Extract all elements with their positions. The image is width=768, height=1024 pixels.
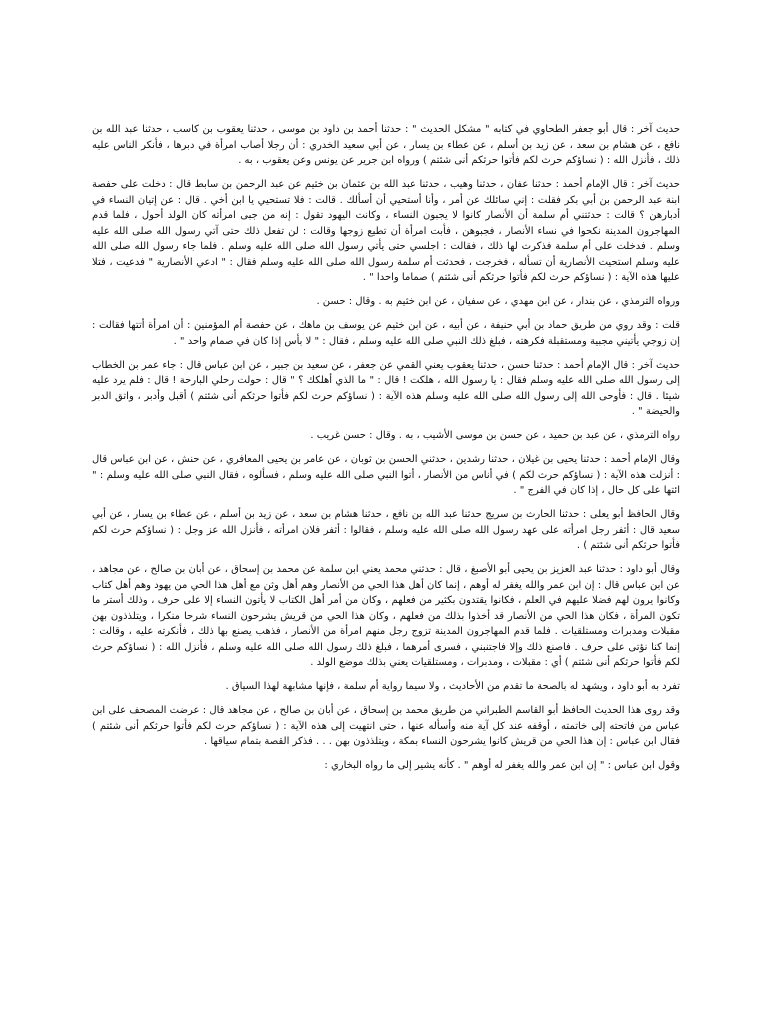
- paragraph-tabarani-narration: وقد روى هذا الحديث الحافظ أبو القاسم الطبراني من طريق محمد بن إسحاق ، عن أبان بن صالح ، عن مجاهد قال : عرضت المصحف على ابن عباس من فاتحته إلى خاتمته ، أوقفه عند كل آية منه وأسأله عنها ، حتى انتهيت إلى هذه الآية : ( نساؤكم حرث لكم فأتوا حرثكم أنى شئتم ) فقال ابن عباس : إن هذا الحي من قريش كانوا يشرحون النساء بمكة ، ويتلذذون بهن . . . فذكر القصة بتمام سياقها .: [92, 705, 680, 747]
- paragraph-ibn-abbas-statement: وقول ابن عباس : " إن ابن عمر والله يغفر له أوهم " . كأنه يشير إلى ما رواه البخاري :: [324, 760, 680, 771]
- document-body: [92, 122, 680, 782]
- paragraph-ahmad-umm-salama-hadith: حديث آخر : قال الإمام أحمد : حدثنا عفان ، حدثنا وهيب ، حدثنا عبد الله بن عثمان بن خثيم عن عبد الرحمن بن سابط قال : دخلت على حفصة ابنة عبد الرحمن بن أبي بكر فقلت : إني سائلك عن أمر ، وأنا أستحيي أن أسألك . قالت : فلا تستحيي يا ابن أخي . قال : عن إتيان النساء في أدبارهن ؟ قالت : حدثتني أم سلمة أن الأنصار كانوا لا يجبون النساء ، وكانت اليهود تقول : إنه من جبى امرأته كان الولد أحول ، فلما قدم المهاجرون المدينة نكحوا في نساء الأنصار ، فجبوهن ، فأبت امرأة أن تطيع زوجها وقالت : لن تفعل ذلك حتى آتي رسول الله صلى الله عليه وسلم . فدخلت على أم سلمة فذكرت لها ذلك ، فقالت : اجلسي حتى يأتي رسول الله صلى الله عليه وسلم . فلما جاء رسول الله صلى الله عليه وسلم استحيت الأنصارية أن تسأله ، فخرجت ، فحدثت أم سلمة رسول الله صلى الله عليه وسلم فقال : " ادعي الأنصارية " فدعيت ، فتلا عليها هذه الآية : ( نساؤكم حرث لكم فأتوا حرثكم أنى شئتم ) صماما واحدا " .: [92, 179, 680, 283]
- paragraph-tahawi-hadith: حديث آخر : قال أبو جعفر الطحاوي في كتابه " مشكل الحديث " : حدثنا أحمد بن داود بن موسى ، حدثنا يعقوب بن كاسب ، حدثنا عبد الله بن نافع ، عن هشام بن سعد ، عن زيد بن أسلم ، عن عطاء بن يسار ، عن أبي سعيد الخدري : أن رجلا أصاب امرأة في دبرها ، فأنكر الناس عليه ذلك ، فأنزل الله : ( نساؤكم حرث لكم فأتوا حرثكم أنى شئتم ) ورواه ابن جرير عن يونس وعن يعقوب ، به .: [92, 124, 680, 166]
- paragraph-hafsa-narration: قلت : وقد روي من طريق حماد بن أبي حنيفة ، عن أبيه ، عن ابن خثيم عن يوسف بن ماهك ، عن حفصة أم المؤمنين : أن امرأة أتتها فقالت : إن زوجي يأتيني مجبية ومستقبلة فكرهته ، فبلغ ذلك النبي صلى الله عليه وسلم ، فقال : " لا بأس إذا كان في صمام واحد " .: [92, 320, 680, 347]
- paragraph-tirmidhi-grading: رواه الترمذي ، عن عبد بن حميد ، عن حسن بن موسى الأشيب ، به . وقال : حسن غريب .: [310, 430, 680, 441]
- paragraph-umar-hadith: حديث آخر : قال الإمام أحمد : حدثنا حسن ، حدثنا يعقوب يعني القمي عن جعفر ، عن سعيد بن جبير ، عن ابن عباس قال : جاء عمر بن الخطاب إلى رسول الله صلى الله عليه وسلم فقال : يا رسول الله ، هلكت ! قال : " ما الذي أهلكك ؟ " قال : حولت رحلي البارحة ! قال : فلم يرد عليه شيئا . قال : فأوحى الله إلى رسول الله صلى الله عليه وسلم هذه الآية : ( نساؤكم حرث لكم فأتوا حرثكم أنى شئتم ) أقبل وأدبر ، واتق الدبر والحيضة " .: [92, 359, 680, 417]
- paragraph-ibn-abbas-ahmad-hadith: وقال الإمام أحمد : حدثنا يحيى بن غيلان ، حدثنا رشدين ، حدثني الحسن بن ثوبان ، عن عامر بن يحيى المعافري ، عن حنش ، عن ابن عباس قال : أنزلت هذه الآية : ( نساؤكم حرث لكم ) في أناس من الأنصار ، أتوا النبي صلى الله عليه وسلم ، فسألوه ، فقال النبي صلى الله عليه وسلم : " ائتها على كل حال ، إذا كان في الفرج " .: [92, 454, 680, 496]
- paragraph-tirmidhi-narration: ورواه الترمذي ، عن بندار ، عن ابن مهدي ، عن سفيان ، عن ابن خثيم به . وقال : حسن .: [316, 296, 680, 307]
- paragraph-abu-dawud-commentary: تفرد به أبو داود ، ويشهد له بالصحة ما تقدم من الأحاديث ، ولا سيما رواية أم سلمة ، فإنها مشابهة لهذا السياق .: [225, 681, 680, 692]
- paragraph-abu-yala-hadith: وقال الحافظ أبو يعلى : حدثنا الحارث بن سريج حدثنا عبد الله بن نافع ، حدثنا هشام بن سعد ، عن زيد بن أسلم ، عن عطاء بن يسار ، عن أبي سعيد قال : أثفر رجل امرأته على عهد رسول الله صلى الله عليه وسلم ، فقالوا : أثفر فلان امرأته ، فأنزل الله عز وجل : ( نساؤكم حرث لكم فأتوا حرثكم أنى شئتم ) .: [92, 509, 680, 551]
- paragraph-abu-dawud-hadith: وقال أبو داود : حدثنا عبد العزيز بن يحيى أبو الأصبغ ، قال : حدثني محمد يعني ابن سلمة عن محمد بن إسحاق ، عن أبان بن صالح ، عن مجاهد ، عن ابن عباس قال : إن ابن عمر والله يغفر له أوهم ، إنما كان أهل هذا الحي من الأنصار وهم أهل وثن مع أهل هذا الحي من يهود وهم أهل كتاب وكانوا يرون لهم فضلا عليهم في العلم ، فكانوا يقتدون بكثير من فعلهم ، وكان من أمر أهل الكتاب لا يأتون النساء إلا على حرف ، وذلك أستر ما تكون المرأة ، فكان هذا الحي من الأنصار قد أخذوا بذلك من فعلهم ، وكان هذا الحي من قريش يشرحون النساء شرحا منكرا ، ويتلذذون بهن مقبلات ومدبرات ومستلقيات . فلما قدم المهاجرون المدينة تزوج رجل منهم امرأة من الأنصار ، فذهب يصنع بها ذلك ، فأنكرته عليه ، وقالت : إنما كنا نؤتى على حرف . فاصنع ذلك وإلا فاجتنبني ، فسرى أمرهما ، فبلغ ذلك رسول الله صلى الله عليه وسلم ، فأنزل الله : ( نساؤكم حرث لكم فأتوا حرثكم أنى شئتم ) أي : مقبلات ، ومدبرات ، ومستلقيات يعني بذلك موضع الولد .: [92, 564, 680, 668]
